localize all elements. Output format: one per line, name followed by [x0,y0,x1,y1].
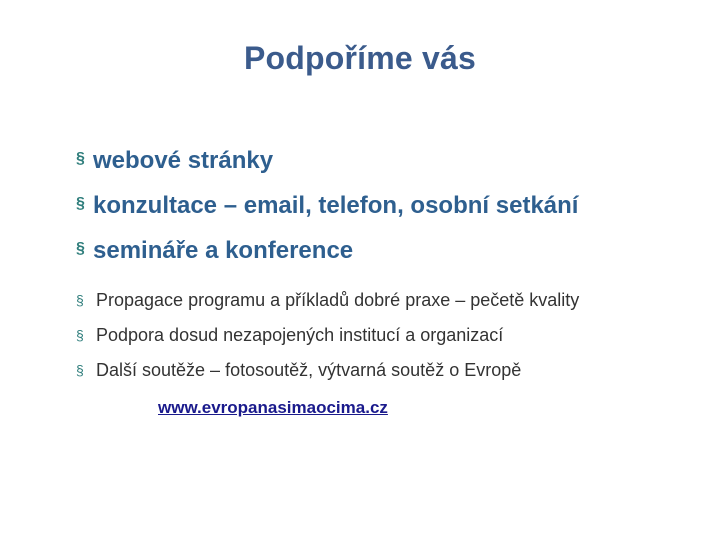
list-item [76,318,579,353]
list-item [76,138,578,183]
list-item-text: Další soutěže – fotosoutěž, výtvarná soutěž o Evropě [96,360,522,380]
list-item-text: Propagace programu a příkladů dobré praxe – pečetě kvality [96,290,580,310]
secondary-bullet-list [76,283,579,388]
list-item-text: konzultace – email, telefon, osobní setkání [93,191,579,219]
list-item [76,228,578,273]
section-bullet-icon: § [76,361,84,378]
list-item-text: Podpora dosud nezapojených institucí a organizací [96,325,504,345]
section-bullet-icon: § [76,239,85,257]
list-item-text: semináře a konference [93,236,354,264]
slide-title: Podpoříme vás [243,40,476,76]
list-item [76,353,579,388]
section-bullet-icon: § [76,149,85,167]
website-link[interactable]: www.evropanasimaocima.cz [158,398,388,417]
section-bullet-icon: § [76,326,84,343]
list-item [76,283,579,318]
list-item [76,183,578,228]
main-bullet-list [76,138,578,273]
section-bullet-icon: § [76,291,84,308]
section-bullet-icon: § [76,194,85,212]
list-item-text: webové stránky [93,146,274,174]
